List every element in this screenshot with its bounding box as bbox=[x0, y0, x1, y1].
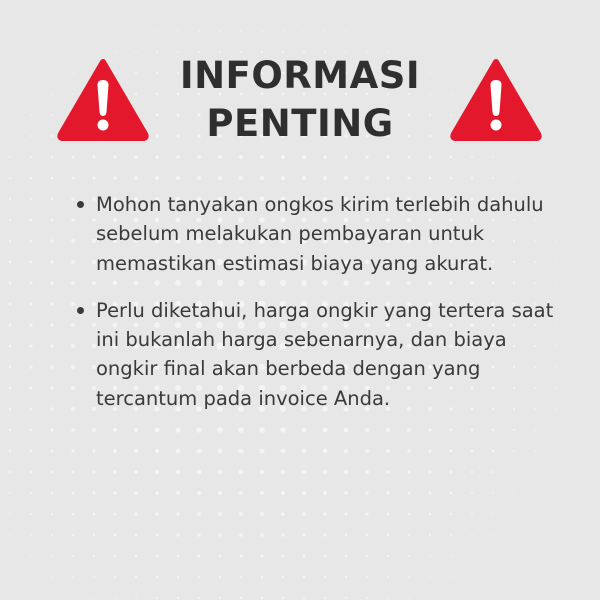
notes-list bbox=[96, 190, 566, 431]
title-line-2: PENTING bbox=[206, 102, 394, 145]
warning-triangle-icon bbox=[57, 58, 149, 142]
title-line-1: INFORMASI bbox=[179, 54, 421, 97]
note-item: Mohon tanyakan ongkos kirim terlebih dahulu sebelum melakukan pembayaran untuk memastikan estimasi biaya yang akurat. bbox=[96, 190, 566, 278]
note-item: Perlu diketahui, harga ongkir yang tertera saat ini bukanlah harga sebenarnya, dan biaya ongkir final akan berbeda dengan yang tercantum pada invoice Anda. bbox=[96, 296, 566, 413]
warning-triangle-icon bbox=[450, 58, 542, 142]
page-title bbox=[150, 52, 450, 148]
